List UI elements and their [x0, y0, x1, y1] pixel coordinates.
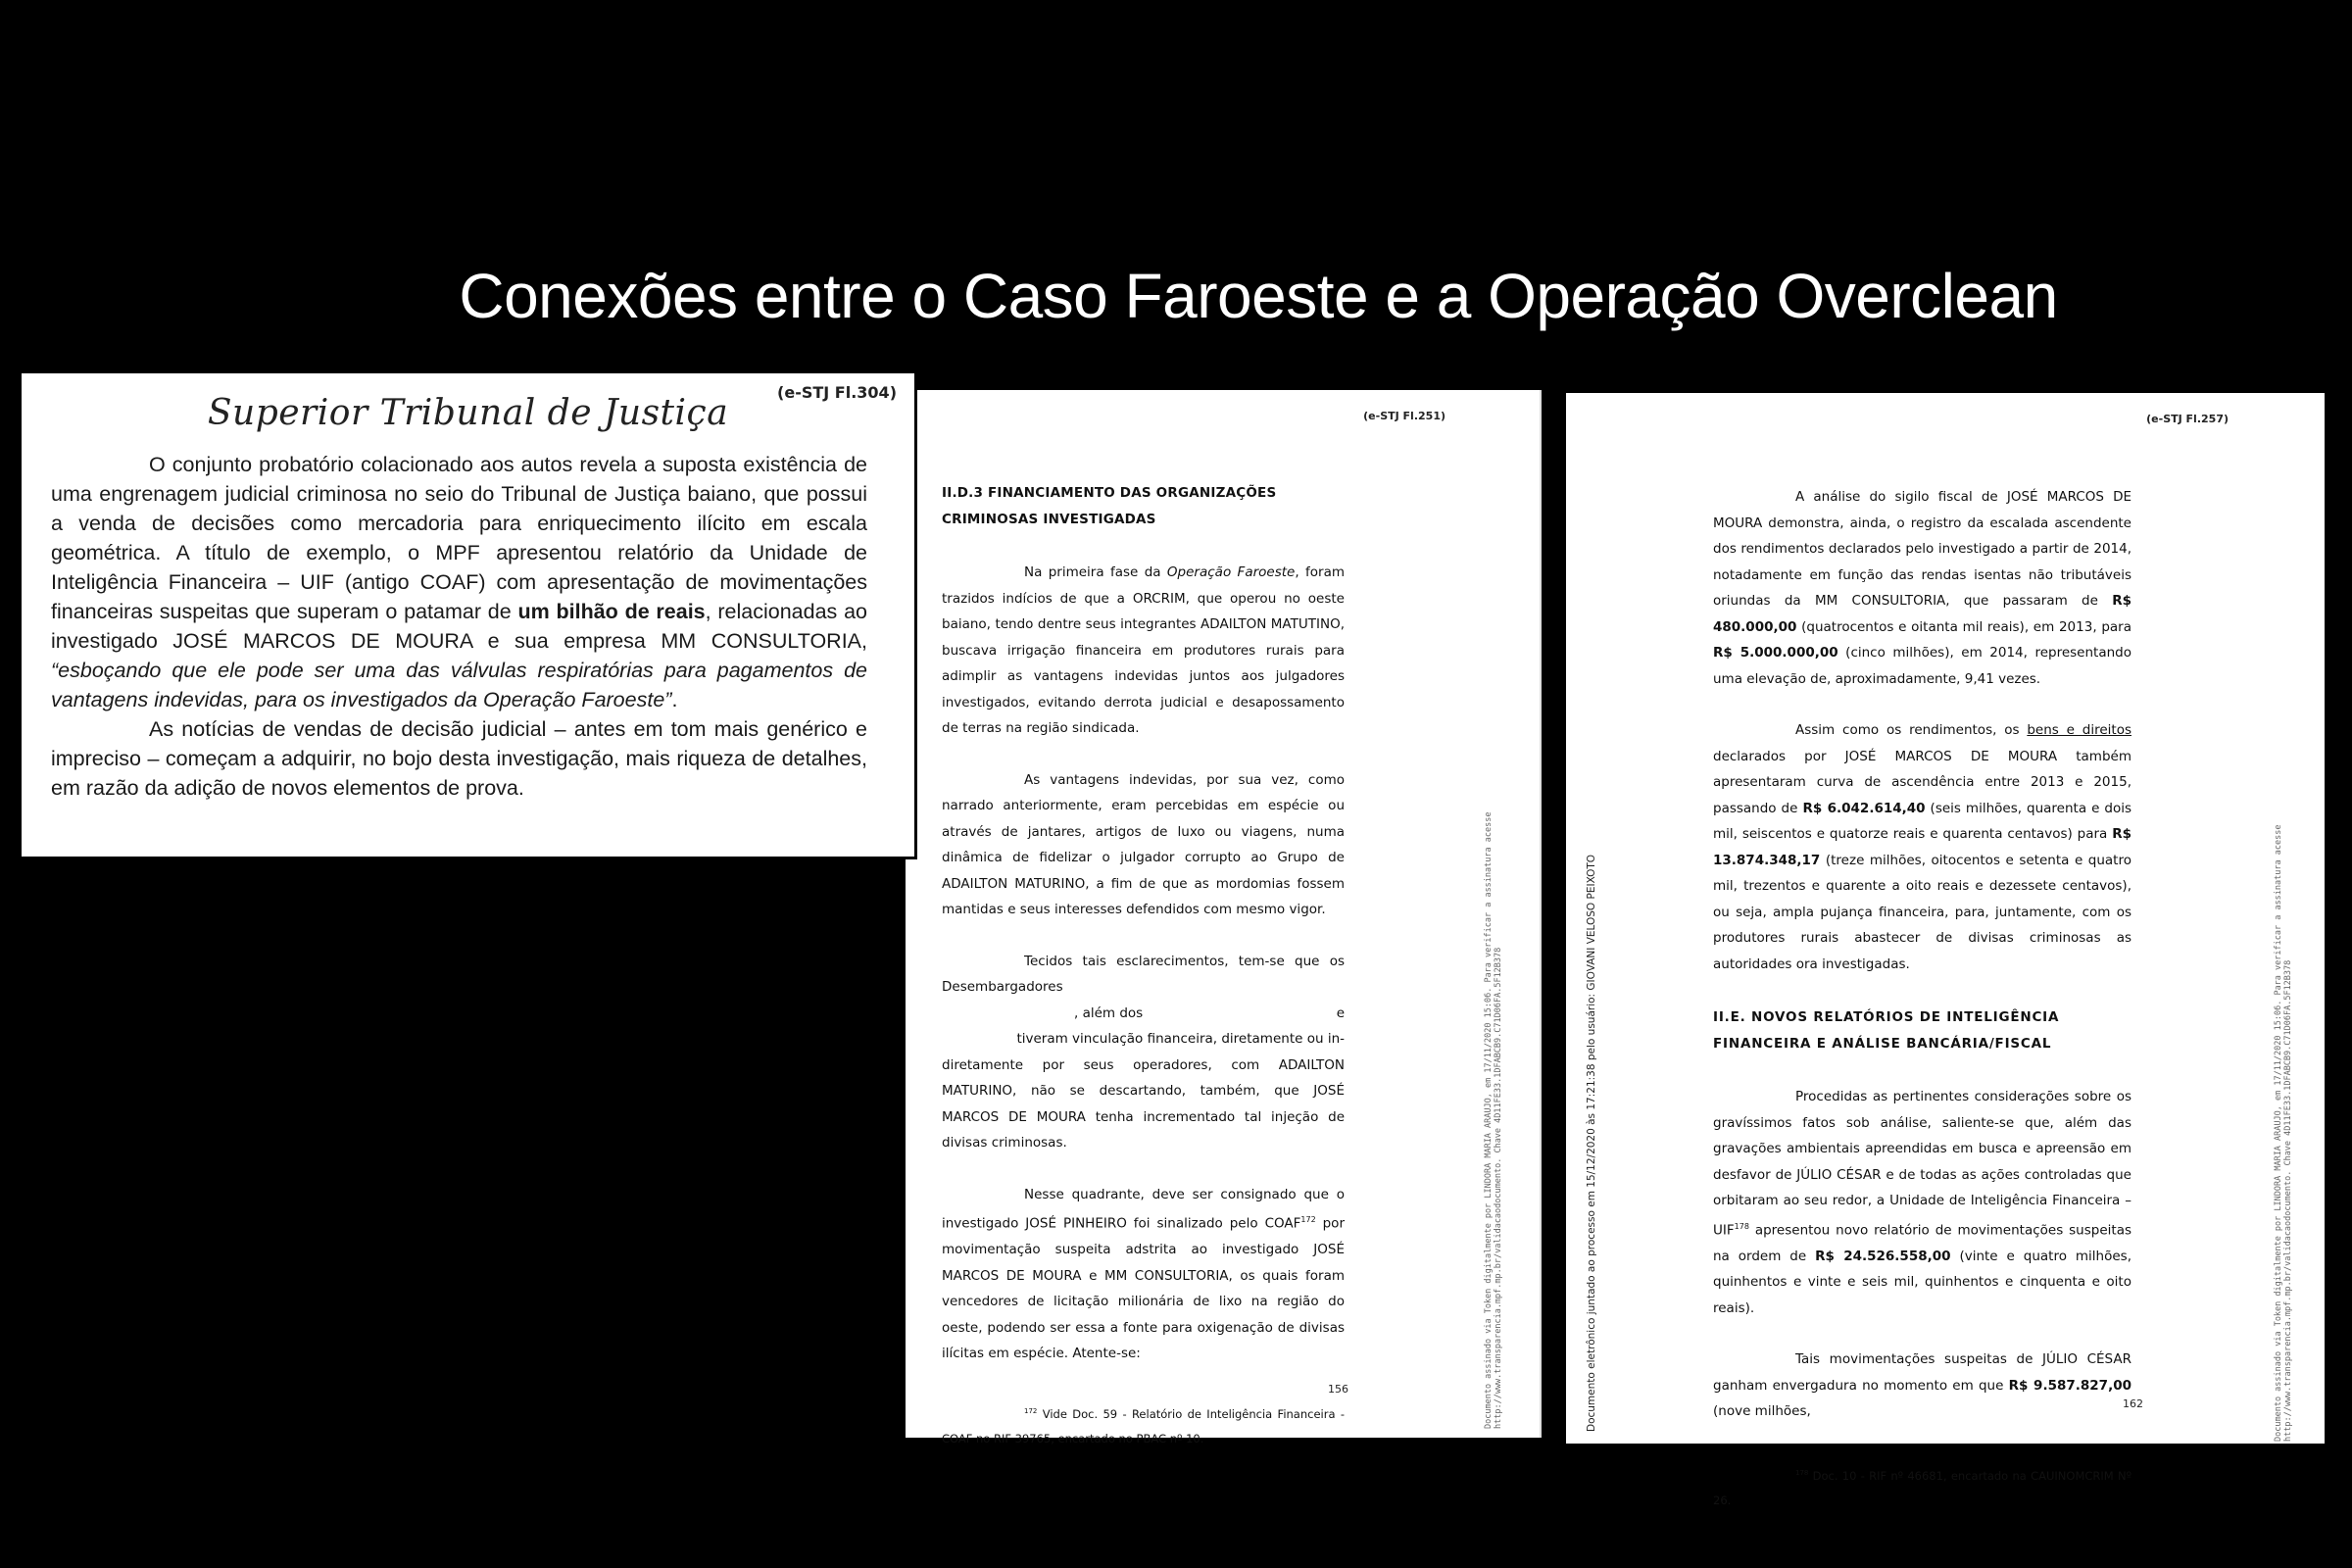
paragraph: As vantagens indevidas, por sua vez, como narrado anteriormente, eram percebidas em espécie ou através de jantares, artigos de luxo ou viagens, numa dinâmica de fidelizar o julgador corrupto ao Grupo de ADAILTON MATURINO, a fim de que as mordomias fossem mantidas e seus interesses defendidos com mesmo vigor. — [942, 771, 1345, 917]
text: (treze milhões, oitocentos e setenta e quatro mil, trezentos e quarente a oito reais e dezessete centavos), ou seja, ampla pujança financeira, para, juntamente, com os produtores rurais abastecer de divisas criminosas as autoridades ora investigadas. — [1713, 852, 2132, 972]
text: (quatrocentos e oitanta mil reais), em 2013, para — [1796, 618, 2132, 635]
page-number: 156 — [1328, 1383, 1348, 1396]
text: (vinte e quatro milhões, quinhentos e vinte e seis mil, quinhentos e cinquenta e oito reais). — [1713, 1248, 2132, 1316]
paragraph — [942, 1182, 1345, 1367]
redacted-line — [942, 1001, 1345, 1027]
text: http://www.transparencia.mpf.mp.br/validacaodocumento. Chave 4D11FE33.1DFABCB9.C71D06FA.5F12B378 — [1494, 947, 1503, 1429]
amount: R$ 13.874.348,17 — [1713, 826, 2132, 868]
text: Tecidos tais esclarecimentos, tem-se que os Desembargadores — [942, 953, 1345, 995]
text: por movimentação suspeita adstrita ao investigado JOSÉ MARCOS DE MOURA e MM CONSULTORIA, os quais foram vencedores de licitação milionária de lixo na região do oeste, podendo ser essa a fonte para oxigenação de divisas ilícitas em espécie. Atente-se: — [942, 1215, 1345, 1361]
footnote-number: 178 — [1795, 1468, 1809, 1477]
document-page-156 — [906, 390, 1542, 1446]
paragraph — [1713, 484, 2132, 692]
text: , relacionadas ao investigado JOSÉ MARCOS DE MOURA e sua empresa MM CONSULTORIA, — [51, 600, 867, 653]
text: apresentou novo relatório de movimentações suspeitas na ordem de — [1713, 1222, 2132, 1264]
amount: R$ 5.000.000,00 — [1713, 645, 1838, 661]
text: . — [671, 688, 678, 711]
page-stamp: (e-STJ Fl.251) — [1363, 410, 1446, 422]
filing-stamp: Documento eletrônico juntado ao processo em 15/12/2020 às 17:21:38 pelo usuário: GIOVANI VELOSO PEIXOTO — [1586, 854, 1597, 1432]
text: declarados por JOSÉ MARCOS DE MOURA também apresentaram curva de ascendência entre 2013 e 2015, passando de — [1713, 748, 2132, 816]
footnote-number: 172 — [1024, 1406, 1038, 1415]
text: Documento assinado via Token digitalmente por LINDORA MARIA ARAUJO, em 17/11/2020 15:06. Para verificar a assinatura acesse — [2274, 824, 2283, 1442]
text: Procedidas as pertinentes considerações sobre os gravíssimos fatos sob análise, saliente-se que, além das gravações ambientais apreendidas em busca e apreensão em desfavor de JÚLIO CÉSAR e de todas as ações controladas que orbitaram ao seu redor, a Unidade de Inteligência Financeira – UIF — [1713, 1089, 2132, 1238]
document-body — [51, 450, 867, 803]
text: , além dos — [1074, 1004, 1144, 1021]
text-line: tiveram vinculação financeira, diretamente ou in- — [1016, 1031, 1345, 1047]
paragraph — [942, 560, 1345, 742]
footnote-ref: 178 — [1734, 1221, 1749, 1231]
paragraph — [51, 450, 867, 714]
section-heading: II.E. NOVOS RELATÓRIOS DE INTELIGÊNCIA FINANCEIRA E ANÁLISE BANCÁRIA/FISCAL — [1713, 1009, 2060, 1052]
text: (nove milhões, — [1713, 1403, 1811, 1419]
paragraph — [1713, 717, 2132, 977]
paragraph — [942, 949, 1345, 1001]
signature-stamp — [1484, 684, 1503, 1429]
document-body — [942, 480, 1345, 1477]
footnote — [1713, 1460, 2132, 1514]
text: e — [1336, 1004, 1345, 1021]
paragraph — [1713, 1084, 2132, 1321]
paragraph: diretamente por seus operadores, com ADAILTON MATURINO, não se descartando, também, que JOSÉ MARCOS DE MOURA tenha incrementado tal injeção de divisas criminosas. — [942, 1056, 1345, 1151]
text: Na primeira fase da — [1024, 564, 1167, 580]
footnote — [942, 1398, 1345, 1452]
footnote-text: Vide Doc. 59 - Relatório de Inteligência Financeira - COAF no RIF 39765, encartado no PBAC nº 10. — [942, 1406, 1345, 1446]
amount: R$ 24.526.558,00 — [1815, 1248, 1951, 1264]
signature-stamp — [2274, 697, 2293, 1442]
quote-text: “esboçando que ele pode ser uma das válvulas respiratórias para pagamentos de vantagens indevidas, para os investigados da Operação Faroeste” — [51, 659, 867, 711]
paragraph: As notícias de vendas de decisão judicial – antes em tom mais genérico e impreciso – começam a adquirir, no bojo desta investigação, mais riqueza de detalhes, em razão da adição de novos elementos de prova. — [51, 717, 867, 800]
text: Documento assinado via Token digitalmente por LINDORA MARIA ARAUJO, em 17/11/2020 15:06. Para verificar a assinatura acesse — [1484, 811, 1494, 1429]
text: O conjunto probatório colacionado aos autos revela a suposta existência de uma engrenagem judicial criminosa no seio do Tribunal de Justiça baiano, que possui a venda de decisões como mercadoria para enriquecimento ilícito em escala geométrica. A título de exemplo, o MPF apresentou relatório da Unidade de Inteligência Financeira – UIF (antigo COAF) com apresentação de movimentações financeiras suspeitas que superam o patamar de — [51, 453, 867, 623]
text: (cinco milhões), em 2014, representando uma elevação de, aproximadamente, 9,41 vezes. — [1713, 645, 2132, 687]
section-heading: II.D.3 FINANCIAMENTO DAS ORGANIZAÇÕES CRIMINOSAS INVESTIGADAS — [942, 485, 1277, 527]
italic-text: Operação Faroeste — [1166, 564, 1296, 580]
text: (seis milhões, quarenta e dois mil, seiscentos e quatorze reais e quarenta centavos) para — [1713, 800, 2132, 842]
document-page-162 — [1566, 393, 2325, 1508]
text: Assim como os rendimentos, os — [1795, 722, 2028, 738]
page-number: 162 — [2123, 1397, 2143, 1410]
footnote-ref: 172 — [1300, 1215, 1316, 1224]
document-stj-excerpt — [22, 373, 917, 859]
slide-title: Conexões entre o Caso Faroeste e a Operação Overclean — [459, 261, 2058, 331]
text: Tais movimentações suspeitas de JÚLIO CÉSAR ganham envergadura no momento em que — [1713, 1351, 2132, 1394]
underlined-text: bens e direitos — [2027, 722, 2132, 738]
text: A análise do sigilo fiscal de JOSÉ MARCOS DE MOURA demonstra, ainda, o registro da escalada ascendente dos rendimentos declarados pelo investigado a partir de 2014, notadamente em função das rendas isentas não tributáveis oriundas da MM CONSULTORIA, que passaram de — [1713, 489, 2132, 609]
text: Nesse quadrante, deve ser consignado que o investigado JOSÉ PINHEIRO foi sinalizado pelo COAF — [942, 1186, 1345, 1232]
page-stamp: (e-STJ Fl.257) — [2146, 413, 2229, 425]
court-header: Superior Tribunal de Justiça — [207, 393, 729, 433]
amount: R$ 6.042.614,40 — [1802, 800, 1926, 816]
text: , foram trazidos indícios de que a ORCRIM, que operou no oeste baiano, tendo dentre seus integrantes ADAILTON MATUTINO, buscava irrigação financeira em produtores rurais para adimplir as vantagens indevidas juntos aos julgadores investigados, evitando derrota judicial e desapossamento de terras na região sindicada. — [942, 564, 1345, 736]
footnote-text: Doc. 10 - RIF nº 46681, encartado na CAUINOMCRIM Nº 26. — [1713, 1468, 2132, 1508]
amount: R$ 480.000,00 — [1713, 593, 2132, 635]
page-stamp: (e-STJ Fl.304) — [777, 383, 897, 402]
bold-text: um bilhão de reais — [517, 600, 706, 623]
text: http://www.transparencia.mpf.mp.br/validacaodocumento. Chave 4D11FE33.1DFABCB9.C71D06FA.5F12B378 — [2283, 959, 2293, 1442]
paragraph — [1713, 1347, 2132, 1425]
amount: R$ 9.587.827,00 — [2008, 1377, 2132, 1394]
document-body — [1713, 484, 2132, 1539]
